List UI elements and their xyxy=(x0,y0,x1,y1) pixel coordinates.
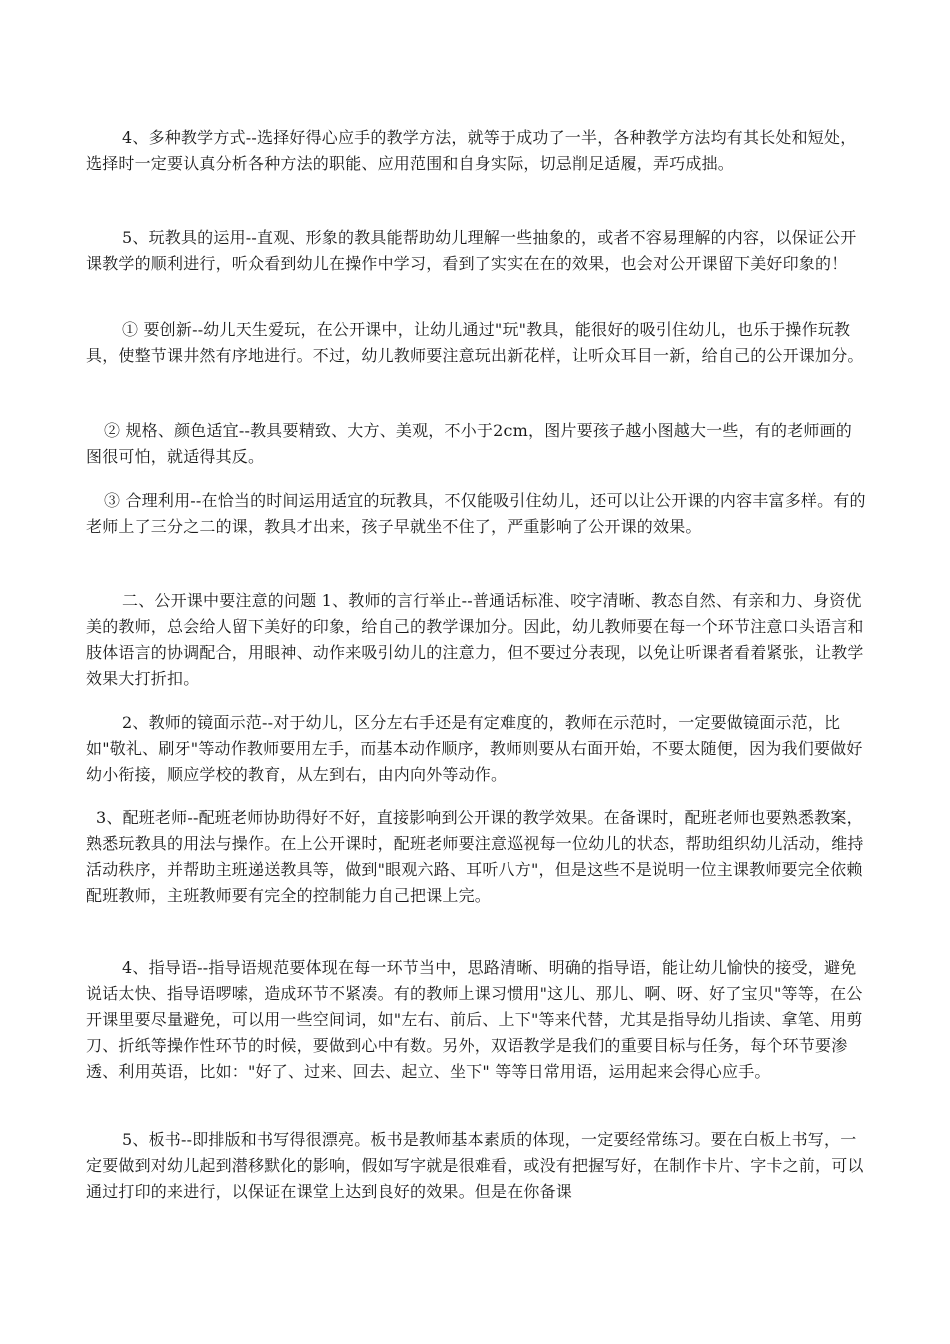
paragraph-assistant-teacher: 3、配班老师--配班老师协助得好不好，直接影响到公开课的教学效果。在备课时，配班老师也要熟悉教案，熟悉玩教具的用法与操作。在上公开课时，配班老师要注意巡视每一位幼儿的状态，帮助组织幼儿活动，维持活动秩序，并帮助主班递送教具等，做到"眼观六路、耳听八方"，但是这些不是说明一位主课教师要完全依赖配班教师，主班教师要有完全的控制能力自己把课上完。 xyxy=(86,808,864,905)
paragraph-teaching-aids: 5、玩教具的运用--直观、形象的教具能帮助幼儿理解一些抽象的，或者不容易理解的内容，以保证公开课教学的顺利进行，听众看到幼儿在操作中学习，看到了实实在在的效果，也会对公开课留下美好印象的！ xyxy=(86,228,857,273)
paragraph-teacher-conduct: 二、公开课中要注意的问题 1、教师的言行举止--普通话标准、咬字清晰、教态自然、有亲和力、身资优美的教师，总会给人留下美好的印象，给自己的教学课加分。因此，幼儿教师要在每一个环节注意口头语言和肢体语言的协调配合，用眼神、动作来吸引幼儿的注意力，但不要过分表现，以免让听课者看着紧张，让教学效果大打折扣。 xyxy=(86,591,864,688)
paragraph-guiding-language: 4、指导语--指导语规范要体现在每一环节当中，思路清晰、明确的指导语，能让幼儿愉快的接受，避免说话太快、指导语啰嗦，造成环节不紧凑。有的教师上课习惯用"这儿、那儿、啊、呀、好了宝贝"等等，在公开课里要尽量避免，可以用一些空间词，如"左右、前后、上下"等来代替，尤其是指导幼儿指读、拿笔、用剪刀、折纸等操作性环节的时候，要做到心中有数。另外，双语教学是我们的重要目标与任务，每个环节要渗透、利用英语，比如："好了、过来、回去、起立、坐下" 等等日常用语，运用起来会得心应手。 xyxy=(86,958,863,1081)
paragraph-blackboard: 5、板书--即排版和书写得很漂亮。板书是教师基本素质的体现，一定要经常练习。要在白板上书写，一定要做到对幼儿起到潜移默化的影响，假如写字就是很难看，或没有把握写好，在制作卡片、字卡之前，可以通过打印的来进行，以保证在课堂上达到良好的效果。但是在你备课 xyxy=(86,1130,864,1201)
paragraph-mirror-demo: 2、教师的镜面示范--对于幼儿，区分左右手还是有定难度的，教师在示范时，一定要做镜面示范，比如"敬礼、刷牙"等动作教师要用左手，而基本动作顺序，教师则要从右面开始，不要太随便，因为我们要做好幼小衔接，顺应学校的教育，从左到右，由内向外等动作。 xyxy=(86,713,863,784)
paragraph-reasonable-use: ③ 合理利用--在恰当的时间运用适宜的玩教具，不仅能吸引住幼儿，还可以让公开课的内容丰富多样。有的老师上了三分之二的课，教具才出来，孩子早就坐不住了，严重影响了公开课的效果。 xyxy=(86,491,866,536)
paragraph-innovation: ① 要创新--幼儿天生爱玩，在公开课中，让幼儿通过"玩"教具，能很好的吸引住幼儿，也乐于操作玩教具，使整节课井然有序地进行。不过，幼儿教师要注意玩出新花样，让听众耳目一新，给自己的公开课加分。 xyxy=(86,320,864,365)
paragraph-size-color: ② 规格、颜色适宜--教具要精致、大方、美观，不小于2cm，图片要孩子越小图越大一些，有的老师画的图很可怕，就适得其反。 xyxy=(86,421,853,466)
paragraph-teaching-methods: 4、多种教学方式--选择好得心应手的教学方法，就等于成功了一半，各种教学方法均有其长处和短处，选择时一定要认真分析各种方法的职能、应用范围和自身实际，切忌削足适履，弄巧成拙。 xyxy=(86,128,857,173)
